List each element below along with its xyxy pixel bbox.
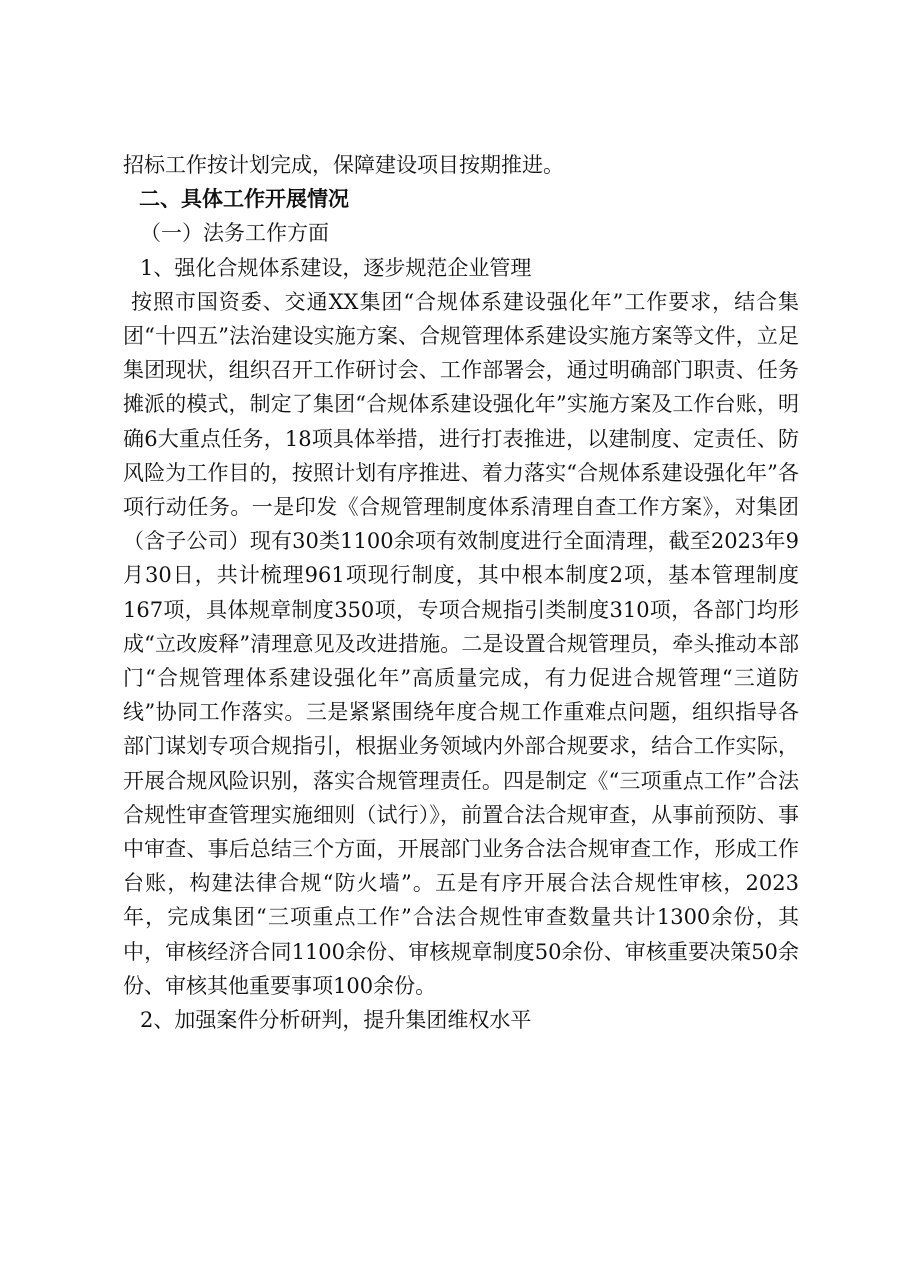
section-heading: 二、具体工作开展情况 [139, 187, 349, 212]
item2-heading: 2、加强案件分析研判，提升集团维权水平 [140, 1008, 532, 1033]
intro-line: 招标工作按计划完成，保障建设项目按期推进。 [123, 153, 564, 177]
item1-paragraph: 按照市国资委、交通XX集团“合规体系建设强化年”工作要求，结合集团“十四五”法治建设实施方案、合规管理体系建设实施方案等文件，立足集团现状，组织召开工作研讨会、工作部署会，通过明确部门职责、任务摊派的模式，制定了集团“合规体系建设强化年”实施方案及工作台账，明确6大重点任务，18项具体举措，进行打表推进，以建制度、定责任、防风险为工作目的，按照计划有序推进、着力落实“合规体系建设强化年”各项行动任务。一是印发《合规管理制度体系清理自查工作方案》，对集团（含子公司）现有30类1100余项有效制度进行全面清理，截至2023年9月30日，共计梳理961项现行制度，其中根本制度2项，基本管理制度167项，具体规章制度350项，专项合规指引类制度310项，各部门均形成“立改废释”清理意见及改进措施。二是设置合规管理员，牵头推动本部门“合规管理体系建设强化年”高质量完成，有力促进合规管理“三道防线”协同工作落实。三是紧紧围绕年度合规工作重难点问题，组织指导各部门谋划专项合规指引，根据业务领域内外部合规要求，结合工作实际，开展合规风险识别，落实合规管理责任。四是制定《“三项重点工作”合法合规性审查管理实施细则（试行）》，前置合法合规审查，从事前预防、事中审查、事后总结三个方面，开展部门业务合法合规审查工作，形成工作台账，构建法律合规“防火墙”。五是有序开展合法合规性审核，2023年，完成集团“三项重点工作”合法合规性审查数量共计1300余份，其中，审核经济合同1100余份、审核规章制度50余份、审核重要决策50余份、审核其他重要事项100余份。 [123, 289, 799, 998]
subsection-heading: （一）法务工作方面 [140, 221, 329, 246]
item1-heading: 1、强化合规体系建设，逐步规范企业管理 [140, 255, 532, 280]
document-body [123, 148, 799, 1037]
